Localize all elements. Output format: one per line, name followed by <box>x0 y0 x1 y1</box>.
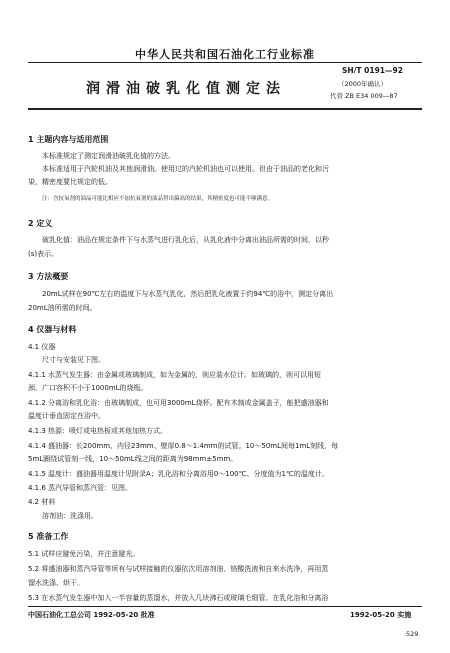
section-1-heading: 1 主题内容与适用范围 <box>28 135 109 144</box>
clause-4-1-1-cont: 颈、广口容积不小于1000mL的烧瓶。 <box>28 384 148 392</box>
clause-4-1-4: 4.1.4 盛油器：长200mm、内径23mm、壁厚0.8～1.4mm的试管。10～50mL间每1mL刻线，每 <box>28 442 339 450</box>
page-number: 529 <box>406 630 419 638</box>
clause-4-1-5: 4.1.5 温度计：盛油器用温度计见附录A；乳化浴和分离浴用0～100℃、分度值为1℃的温度计。 <box>28 470 329 478</box>
organization-title: 中华人民共和国石油化工行业标准 <box>135 48 315 61</box>
section-1-paragraph-1: 本标准规定了测定润滑油破乳化值的方法。 <box>42 152 175 160</box>
clause-4-1-1: 4.1.1 水蒸气发生器：由金属或玻璃制成，如为金属的，则应装水位计。如玻璃的，则可以用短 <box>28 371 322 379</box>
section-3-heading: 3 方法概要 <box>28 272 69 281</box>
section-1-note: 注：含抗氧剂的油品可能比相应不加抗氧剂的油品得出偏高的结果，其精密度也可能不够满意。 <box>42 196 274 202</box>
subsection-4-2: 4.2 材料 <box>28 498 56 506</box>
standard-number: SH/T 0191—92 <box>342 66 403 75</box>
section-2-heading: 2 定义 <box>28 219 53 228</box>
footer-rule <box>28 606 422 607</box>
subsection-4-1: 4.1 仪器 <box>28 343 56 351</box>
clause-4-1-6: 4.1.6 蒸汽导管和蒸汽管：见图。 <box>28 484 133 492</box>
subsection-4-2-text: 溶剂油：洗涤用。 <box>42 512 98 520</box>
section-3-paragraph: 20mL试样在90℃左右的温度下与水蒸气乳化，然后把乳化液置于约94℃的浴中，测定分离出 <box>42 290 334 298</box>
confirmation-note: （2000年确认） <box>338 80 388 88</box>
header-rule <box>28 62 422 63</box>
clause-4-1-2: 4.1.2 分离浴和乳化浴：由玻璃制成，也可用3000mL烧杯。配有木制或金属盖子，能把盛油器和 <box>28 399 329 407</box>
clause-5-1: 5.1 试样应避免污染，并注意避光。 <box>28 550 140 558</box>
clause-4-1-2-cont: 温度计垂直固定在浴中。 <box>28 412 105 420</box>
clause-4-1-4-cont: 5mL圈绕试管刻一线，10～50mL线之间的距离为98mm±5mm。 <box>28 455 238 463</box>
implementation-date: 1992-05-20 实施 <box>350 611 412 619</box>
section-1-paragraph-2-cont: 染，精密度要比规定的低。 <box>28 178 112 186</box>
clause-4-1-3: 4.1.3 热源：喷灯或电热板或其他加热方式。 <box>28 427 168 435</box>
clause-5-2: 5.2 将盛油器和蒸汽导管等所有与试样接触的仪器依次用溶剂油、铬酸洗液和自来水洗净，再用蒸 <box>28 565 329 573</box>
section-2-paragraph-cont: (s)表示。 <box>28 250 59 258</box>
approval-note: 中国石油化工总公司 1992-05-20 批准 <box>28 611 155 619</box>
section-2-paragraph: 破乳化值：油品在规定条件下与水蒸气进行乳化后，从乳化液中分离出油品所需的时间，以秒 <box>42 236 329 244</box>
section-4-heading: 4 仪器与材料 <box>28 325 77 334</box>
standard-title: 润滑油破乳化值测定法 <box>86 81 286 97</box>
clause-5-2-cont: 馏水洗涤、烘干。 <box>28 579 84 587</box>
clause-5-3: 5.3 在水蒸气发生器中加入一半容量的蒸馏水，并放入几块沸石或玻璃毛细管。在乳化浴和分离浴 <box>28 594 329 602</box>
section-1-paragraph-2: 本标准适用于汽轮机油及其他润滑油。使用过的汽轮机油也可以使用。但由于油品的老化和污 <box>42 165 329 173</box>
title-rule <box>28 108 422 110</box>
section-3-paragraph-cont: 20mL油所需的时间。 <box>28 304 97 312</box>
replaces-note: 代替 ZB E34 009—87 <box>330 92 398 100</box>
subsection-4-1-intro: 尺寸与安装见下图。 <box>42 356 105 364</box>
section-5-heading: 5 准备工作 <box>28 532 69 541</box>
